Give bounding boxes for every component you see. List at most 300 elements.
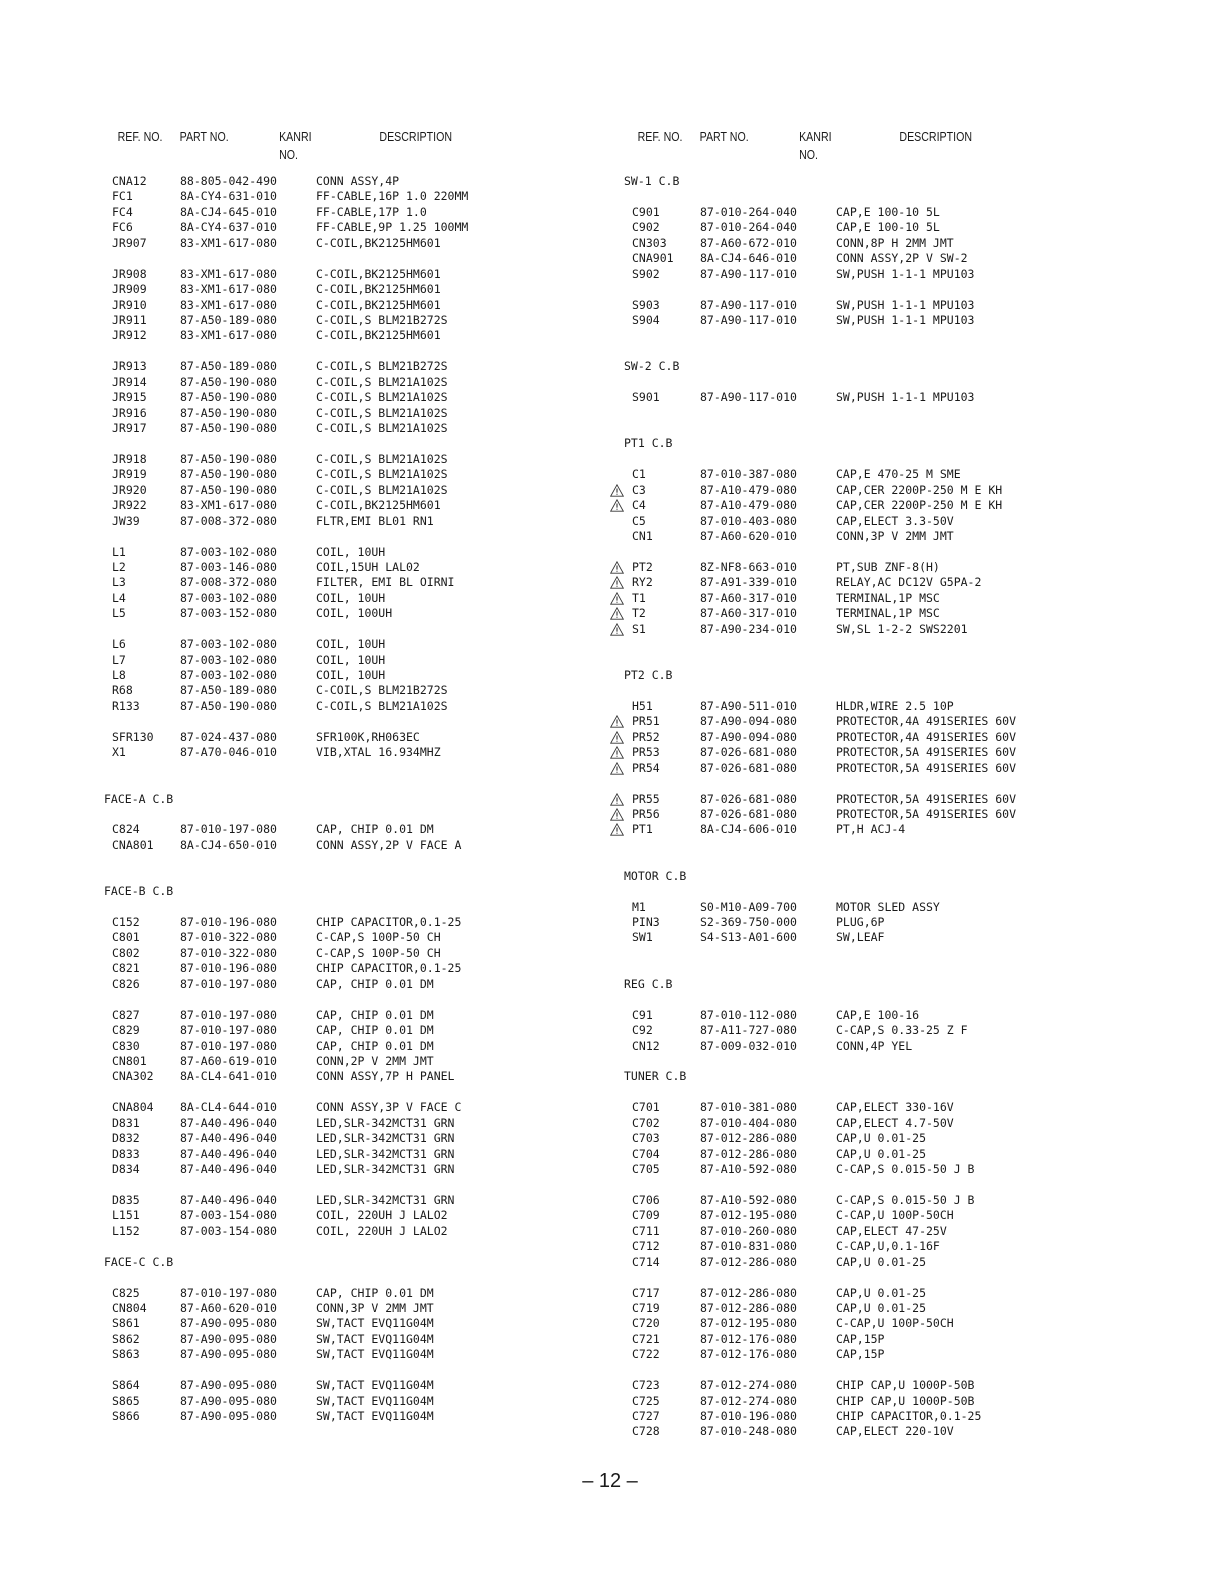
ref-no-cell: C829 [112, 1023, 140, 1038]
ref-no-cell: JR913 [112, 359, 147, 374]
part-row [624, 1301, 1134, 1316]
part-no-cell: 8A-CL4-641-010 [180, 1069, 277, 1084]
part-row [104, 313, 614, 328]
part-row [624, 1378, 1134, 1393]
part-row [624, 1131, 1134, 1146]
ref-no-cell: C3 [632, 482, 646, 497]
part-no-cell: 87-026-681-080 [700, 806, 797, 821]
ref-no-cell: C725 [632, 1393, 660, 1408]
part-no-cell: 87-003-102-080 [180, 544, 277, 559]
description-cell: CAP,ELECT 47-25V [836, 1223, 947, 1238]
ref-no-cell: SFR130 [112, 729, 154, 744]
part-row [624, 807, 1134, 822]
part-row [104, 575, 614, 590]
part-row [104, 606, 614, 621]
spacer [624, 328, 1134, 343]
part-no-cell: 88-805-042-490 [180, 174, 277, 188]
spacer [624, 838, 1134, 853]
ref-no-cell: CNA804 [112, 1100, 154, 1115]
description-cell: CAP, CHIP 0.01 DM [316, 976, 434, 991]
part-no-cell: 8Z-NF8-663-010 [700, 559, 797, 574]
spacer [624, 375, 1134, 390]
part-no-cell: 87-003-102-080 [180, 668, 277, 682]
ref-no-cell: C826 [112, 976, 140, 991]
part-row [104, 467, 614, 482]
part-no-cell: 87-A60-317-010 [700, 590, 797, 605]
description-cell: C-COIL,S BLM21A102S [316, 405, 448, 420]
ref-no-cell: C711 [632, 1223, 660, 1238]
part-no-cell: 87-026-681-080 [700, 745, 797, 760]
ref-no-cell: C720 [632, 1316, 660, 1331]
ref-no-cell: CN801 [112, 1053, 147, 1068]
ref-no-cell: L151 [112, 1208, 140, 1223]
part-no-cell: 87-003-102-080 [180, 652, 277, 667]
part-no-cell: 87-A40-496-040 [180, 1162, 277, 1176]
part-no-cell: 8A-CJ4-650-010 [180, 837, 277, 852]
part-row [624, 575, 1134, 590]
part-row [624, 298, 1134, 313]
ref-no-cell: C712 [632, 1239, 660, 1254]
description-cell: COIL, 100UH [316, 606, 393, 621]
part-row [104, 1147, 614, 1162]
spacer [624, 1363, 1134, 1378]
part-no-cell: 87-A90-094-080 [700, 729, 797, 744]
part-row [104, 421, 614, 436]
part-row [104, 637, 614, 652]
part-row [104, 1286, 614, 1301]
part-row [624, 1394, 1134, 1409]
part-row [624, 514, 1134, 529]
description-cell: SW,PUSH 1-1-1 MPU103 [836, 312, 975, 327]
part-no-cell: 8A-CL4-644-010 [180, 1100, 277, 1115]
spacer [624, 406, 1134, 421]
ref-no-cell: S904 [632, 312, 660, 327]
part-row [104, 930, 614, 945]
ref-no-cell: C821 [112, 961, 140, 976]
spacer [624, 1270, 1134, 1285]
part-row [104, 1162, 614, 1177]
description-cell: C-COIL,BK2125HM601 [316, 266, 441, 281]
part-row [104, 390, 614, 405]
spacer [624, 683, 1134, 698]
page-number: – 12 – [582, 1470, 638, 1492]
ref-no-cell: JR908 [112, 266, 147, 281]
part-no-cell: 87-A90-234-010 [700, 621, 797, 636]
part-no-cell: 87-010-196-080 [700, 1409, 797, 1423]
description-cell: C-CAP,S 0.33-25 Z F [836, 1023, 968, 1038]
section-title: FACE-A C.B [104, 791, 174, 806]
safety-warning-icon [610, 762, 624, 775]
safety-warning-icon [610, 561, 624, 574]
ref-no-cell: S903 [632, 297, 660, 312]
description-cell: C-CAP,U 100P-50CH [836, 1316, 954, 1331]
ref-no-cell: C706 [632, 1192, 660, 1207]
part-row [624, 1162, 1134, 1177]
ref-no-cell: T2 [632, 606, 646, 621]
part-no-cell: 87-A90-095-080 [180, 1393, 277, 1408]
part-row [624, 1100, 1134, 1115]
spacer [104, 622, 614, 637]
part-row [104, 961, 614, 976]
ref-no-cell: C709 [632, 1208, 660, 1223]
description-cell: SW,TACT EVQ11G04M [316, 1393, 434, 1408]
part-no-cell: 87-010-387-080 [700, 467, 797, 482]
part-row [104, 282, 614, 297]
part-no-cell: 87-A60-619-010 [180, 1053, 277, 1068]
ref-no-cell: S865 [112, 1393, 140, 1408]
description-cell: CAP,15P [836, 1331, 885, 1346]
description-cell: SW,PUSH 1-1-1 MPU103 [836, 266, 975, 281]
part-row [104, 174, 614, 189]
part-no-cell: 87-A50-190-080 [180, 467, 277, 482]
ref-no-cell: CNA801 [112, 837, 154, 852]
part-no-cell: 87-012-195-080 [700, 1316, 797, 1331]
ref-no-cell: L4 [112, 590, 126, 605]
kanri-header: KANRI [279, 130, 312, 144]
spacer [624, 421, 1134, 436]
part-no-cell: 87-010-404-080 [700, 1115, 797, 1130]
ref-no-cell: PR51 [632, 714, 660, 729]
part-row [624, 1193, 1134, 1208]
ref-no-cell: PR52 [632, 729, 660, 744]
description-cell: LED,SLR-342MCT31 GRN [316, 1162, 455, 1176]
part-row [104, 699, 614, 714]
ref-no-cell: C728 [632, 1424, 660, 1439]
part-row [104, 668, 614, 683]
description-cell: CONN ASSY,2P V FACE A [316, 837, 462, 852]
part-row [104, 483, 614, 498]
part-row [624, 529, 1134, 544]
part-no-cell: 87-A10-592-080 [700, 1162, 797, 1176]
description-cell: CHIP CAP,U 1000P-50B [836, 1378, 975, 1393]
part-row [624, 792, 1134, 807]
part-no-cell: 87-010-260-080 [700, 1223, 797, 1238]
part-no-cell: 8A-CJ4-646-010 [700, 251, 797, 266]
description-cell: PROTECTOR,4A 491SERIES 60V [836, 729, 1017, 744]
spacer [104, 853, 614, 868]
ref-no-cell: PR56 [632, 806, 660, 821]
part-row [104, 1316, 614, 1331]
part-no-cell: 87-A90-117-010 [700, 266, 797, 281]
part-no-cell: 87-A90-095-080 [180, 1378, 277, 1393]
part-row [624, 483, 1134, 498]
ref-no-cell: FC4 [112, 204, 133, 219]
part-row [624, 699, 1134, 714]
description-header: DESCRIPTION [379, 130, 453, 144]
kanri-no-header: NO. [279, 148, 298, 162]
spacer [624, 946, 1134, 961]
part-row [104, 1131, 614, 1146]
part-row [104, 1193, 614, 1208]
part-no-cell: 87-003-154-080 [180, 1223, 277, 1238]
description-cell: C-COIL,S BLM21B272S [316, 312, 448, 327]
description-cell: CONN ASSY,4P [316, 174, 400, 188]
ref-no-cell: C827 [112, 1007, 140, 1022]
left-parts-column [104, 130, 614, 1424]
description-cell: SW,SL 1-2-2 SWS2201 [836, 621, 968, 636]
ref-no-cell: C1 [632, 467, 646, 482]
part-no-cell: 83-XM1-617-080 [180, 235, 277, 250]
section-title: SW-2 C.B [624, 359, 680, 374]
part-row [104, 1054, 614, 1069]
part-no-cell: 87-A50-190-080 [180, 374, 277, 389]
description-cell: SW,PUSH 1-1-1 MPU103 [836, 297, 975, 312]
part-row [624, 622, 1134, 637]
ref-no-cell: C701 [632, 1100, 660, 1115]
spacer [624, 1085, 1134, 1100]
description-cell: COIL, 10UH [316, 652, 386, 667]
part-row [104, 730, 614, 745]
part-no-cell: 87-010-322-080 [180, 945, 277, 960]
part-no-cell: 8A-CJ4-606-010 [700, 822, 797, 837]
description-cell: CAP,U 0.01-25 [836, 1300, 927, 1315]
ref-no-cell: X1 [112, 745, 126, 760]
part-no-cell: 87-003-152-080 [180, 606, 277, 621]
ref-no-header: REF. NO. [637, 130, 683, 144]
section-title: PT1 C.B [624, 436, 673, 451]
description-cell: HLDR,WIRE 2.5 10P [836, 698, 954, 713]
description-cell: C-COIL,S BLM21A102S [316, 390, 448, 405]
part-no-cell: 87-A50-189-080 [180, 683, 277, 698]
ref-no-cell: JR922 [112, 498, 147, 513]
description-cell: MOTOR SLED ASSY [836, 899, 940, 914]
part-row [104, 545, 614, 560]
part-row [104, 189, 614, 204]
description-cell: COIL, 10UH [316, 637, 386, 652]
ref-no-cell: S861 [112, 1316, 140, 1331]
part-row [624, 1409, 1134, 1424]
spacer [624, 884, 1134, 899]
description-cell: CONN ASSY,2P V SW-2 [836, 251, 968, 266]
ref-no-cell: C92 [632, 1023, 653, 1038]
spacer [104, 1363, 614, 1378]
spacer [104, 251, 614, 266]
description-cell: C-CAP,S 0.015-50 J B [836, 1192, 975, 1207]
part-row [104, 205, 614, 220]
ref-no-cell: JR916 [112, 405, 147, 420]
ref-no-cell: C830 [112, 1038, 140, 1053]
spacer [104, 1085, 614, 1100]
description-cell: TERMINAL,1P MSC [836, 590, 940, 605]
safety-warning-icon [610, 592, 624, 605]
part-row [104, 745, 614, 760]
part-row [104, 1409, 614, 1424]
description-cell: C-CAP,S 100P-50 CH [316, 930, 441, 945]
part-row [624, 560, 1134, 575]
description-cell: CAP,E 100-10 5L [836, 220, 940, 235]
ref-no-cell: FC6 [112, 220, 133, 235]
ref-no-cell: CNA302 [112, 1069, 154, 1084]
part-row [624, 915, 1134, 930]
description-cell: SW,TACT EVQ11G04M [316, 1378, 434, 1393]
description-cell: C-COIL,BK2125HM601 [316, 282, 441, 297]
part-no-cell: 87-A90-094-080 [700, 714, 797, 729]
spacer [104, 1177, 614, 1192]
description-cell: C-CAP,U,0.1-16F [836, 1239, 940, 1254]
ref-no-cell: JR912 [112, 328, 147, 343]
ref-no-cell: C714 [632, 1254, 660, 1269]
part-no-cell: 87-012-286-080 [700, 1300, 797, 1315]
part-row [624, 1332, 1134, 1347]
part-no-cell: 87-A50-190-080 [180, 698, 277, 713]
part-no-cell: 87-010-248-080 [700, 1424, 797, 1439]
ref-no-cell: M1 [632, 899, 646, 914]
part-no-cell: 87-010-197-080 [180, 976, 277, 991]
part-row [104, 560, 614, 575]
ref-no-cell: S866 [112, 1409, 140, 1423]
part-row [624, 498, 1134, 513]
part-no-cell: 87-012-176-080 [700, 1331, 797, 1346]
part-no-cell: 87-A10-592-080 [700, 1192, 797, 1207]
part-row [624, 1239, 1134, 1254]
description-cell: CONN,4P YEL [836, 1038, 913, 1053]
right-parts-column [624, 130, 1134, 1440]
part-no-cell: 87-A50-190-080 [180, 482, 277, 497]
part-row [104, 1332, 614, 1347]
part-row [624, 900, 1134, 915]
part-row [104, 1008, 614, 1023]
spacer [104, 807, 614, 822]
description-cell: CONN,3P V 2MM JMT [316, 1300, 434, 1315]
spacer [104, 529, 614, 544]
description-cell: RELAY,AC DC12V G5PA-2 [836, 575, 982, 590]
description-cell: C-COIL,S BLM21A102S [316, 698, 448, 713]
part-row [104, 915, 614, 930]
part-no-cell: 83-XM1-617-080 [180, 282, 277, 297]
description-cell: COIL, 10UH [316, 668, 386, 682]
ref-no-cell: L152 [112, 1223, 140, 1238]
safety-warning-icon [610, 607, 624, 620]
description-header: DESCRIPTION [899, 130, 973, 144]
spacer [104, 344, 614, 359]
part-no-cell: 87-A50-190-080 [180, 451, 277, 466]
ref-no-cell: CN1 [632, 529, 653, 544]
safety-warning-icon [610, 576, 624, 589]
part-no-cell: 87-010-197-080 [180, 1285, 277, 1300]
part-row [624, 1116, 1134, 1131]
ref-no-cell: C4 [632, 498, 646, 513]
ref-no-cell: C719 [632, 1300, 660, 1315]
part-no-cell: 83-XM1-617-080 [180, 328, 277, 343]
ref-no-cell: D834 [112, 1162, 140, 1176]
spacer [624, 961, 1134, 976]
part-row [104, 1023, 614, 1038]
description-cell: CAP,ELECT 4.7-50V [836, 1115, 954, 1130]
kanri-header: KANRI [799, 130, 832, 144]
ref-no-cell: CN804 [112, 1300, 147, 1315]
ref-no-cell: C704 [632, 1146, 660, 1161]
part-no-cell: 87-010-403-080 [700, 513, 797, 528]
part-no-cell: 87-012-286-080 [700, 1146, 797, 1161]
part-row [104, 1301, 614, 1316]
part-row [104, 822, 614, 837]
part-row [104, 591, 614, 606]
section-title: TUNER C.B [624, 1069, 687, 1084]
ref-no-cell: D835 [112, 1192, 140, 1207]
description-cell: VIB,XTAL 16.934MHZ [316, 745, 441, 760]
part-row [104, 653, 614, 668]
spacer [104, 436, 614, 451]
part-row [624, 822, 1134, 837]
ref-no-cell: CNA12 [112, 174, 147, 188]
spacer [624, 1054, 1134, 1069]
ref-no-cell: S901 [632, 390, 660, 405]
safety-warning-icon [610, 499, 624, 512]
ref-no-cell: C825 [112, 1285, 140, 1300]
description-cell: CAP,U 0.01-25 [836, 1254, 927, 1269]
part-no-cell: 87-010-197-080 [180, 1023, 277, 1038]
description-cell: SW,LEAF [836, 930, 885, 945]
part-row [104, 1208, 614, 1223]
part-no-cell: 87-A90-117-010 [700, 390, 797, 405]
description-cell: SW,PUSH 1-1-1 MPU103 [836, 390, 975, 405]
part-no-cell: 87-A90-117-010 [700, 297, 797, 312]
description-cell: CAP, CHIP 0.01 DM [316, 1038, 434, 1053]
part-no-cell: 87-A60-620-010 [180, 1300, 277, 1315]
part-row [624, 1286, 1134, 1301]
part-no-cell: 87-026-681-080 [700, 791, 797, 806]
part-row [624, 714, 1134, 729]
part-row [624, 313, 1134, 328]
description-cell: COIL, 220UH J LALO2 [316, 1208, 448, 1223]
spacer [104, 761, 614, 776]
ref-no-cell: R133 [112, 698, 140, 713]
ref-no-cell: PT1 [632, 822, 653, 837]
description-cell: LED,SLR-342MCT31 GRN [316, 1192, 455, 1207]
description-cell: CAP,ELECT 220-10V [836, 1424, 954, 1439]
ref-no-cell: C722 [632, 1347, 660, 1362]
part-no-cell: 87-A10-479-080 [700, 482, 797, 497]
part-row [624, 761, 1134, 776]
ref-no-cell: L8 [112, 668, 126, 682]
description-cell: C-COIL,BK2125HM601 [316, 235, 441, 250]
description-cell: LED,SLR-342MCT31 GRN [316, 1131, 455, 1146]
description-cell: CAP,E 470-25 M SME [836, 467, 961, 482]
description-cell: FILTER, EMI BL OIRNI [316, 575, 455, 590]
section-title: REG C.B [624, 976, 673, 991]
ref-no-cell: CNA901 [632, 251, 674, 266]
ref-no-cell: CN12 [632, 1038, 660, 1053]
ref-no-cell: JR917 [112, 421, 147, 435]
description-cell: COIL,15UH LAL02 [316, 559, 420, 574]
safety-warning-icon [610, 715, 624, 728]
ref-no-cell: JR911 [112, 312, 147, 327]
part-no-cell: 87-A50-190-080 [180, 421, 277, 435]
description-cell: CAP, CHIP 0.01 DM [316, 1007, 434, 1022]
part-no-cell: 87-010-264-040 [700, 220, 797, 235]
part-no-cell: S2-369-750-000 [700, 915, 797, 929]
part-no-cell: 87-012-286-080 [700, 1285, 797, 1300]
part-no-cell: S0-M10-A09-700 [700, 899, 797, 914]
ref-no-cell: S864 [112, 1378, 140, 1393]
description-cell: CAP,ELECT 3.3-50V [836, 513, 954, 528]
part-no-cell: 87-024-437-080 [180, 729, 277, 744]
part-no-cell: 87-026-681-080 [700, 760, 797, 775]
part-row [104, 236, 614, 251]
part-row [104, 452, 614, 467]
part-no-cell: 87-010-197-080 [180, 1038, 277, 1053]
spacer [624, 653, 1134, 668]
description-cell: CAP,ELECT 330-16V [836, 1100, 954, 1115]
ref-no-cell: C824 [112, 822, 140, 837]
ref-no-cell: JR914 [112, 374, 147, 389]
ref-no-cell: JR920 [112, 482, 147, 497]
description-cell: C-COIL,S BLM21A102S [316, 374, 448, 389]
part-row [624, 390, 1134, 405]
part-no-cell: 87-010-831-080 [700, 1239, 797, 1254]
description-cell: C-COIL,S BLM21A102S [316, 451, 448, 466]
description-cell: SW,TACT EVQ11G04M [316, 1316, 434, 1331]
